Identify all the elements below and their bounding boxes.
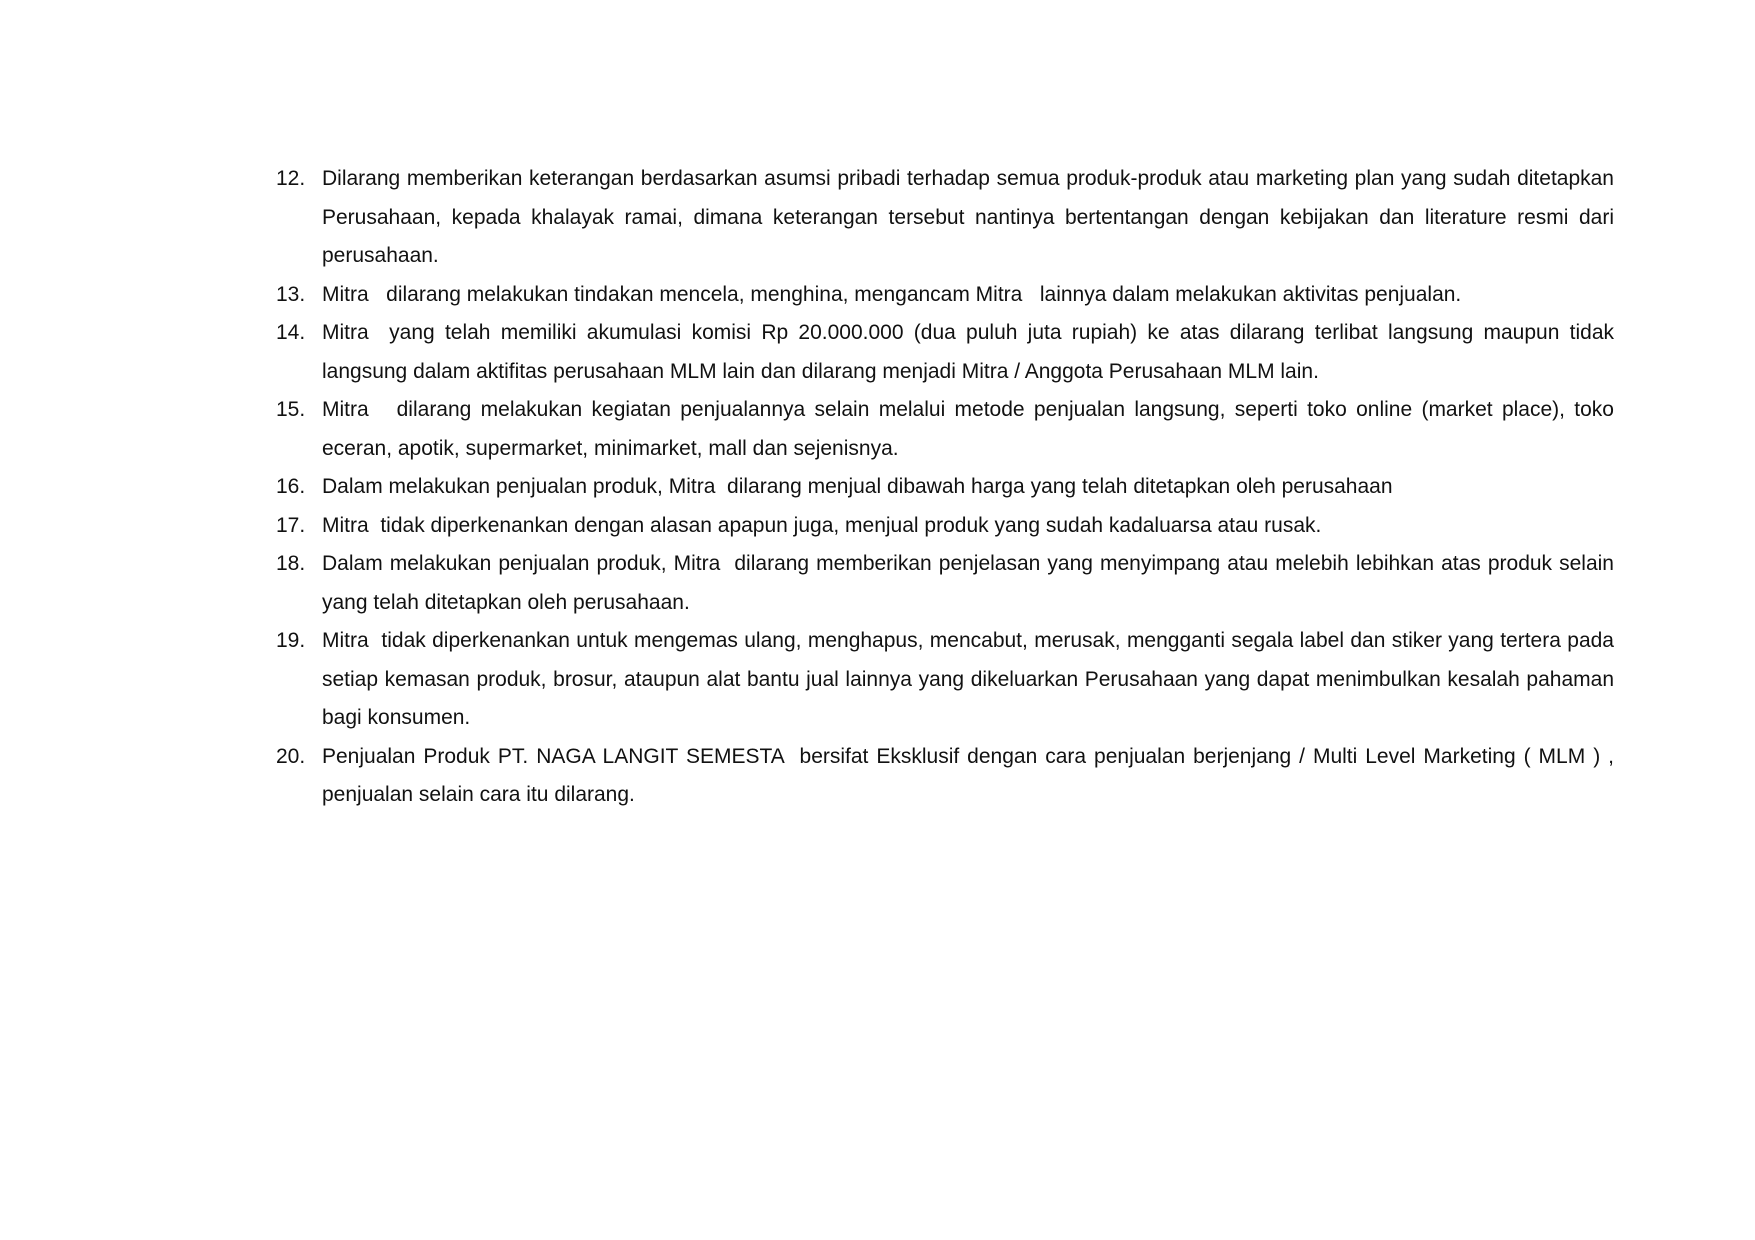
rule-item-14	[276, 314, 1620, 391]
rule-item-19	[276, 622, 1620, 738]
rule-text: Mitra dilarang melakukan tindakan mencela, menghina, mengancam Mitra lainnya dalam melakukan aktivitas penjualan.	[322, 282, 1462, 306]
rule-text: Dalam melakukan penjualan produk, Mitra dilarang memberikan penjelasan yang menyimpang atau melebih lebihkan atas produk selain yang telah ditetapkan oleh perusahaan.	[322, 552, 1620, 614]
rule-number: 16.	[276, 475, 306, 498]
rule-text: Mitra dilarang melakukan kegiatan penjualannya selain melalui metode penjualan langsung, seperti toko online (market place), toko eceran, apotik, supermarket, minimarket, mall dan sejenisnya.	[322, 398, 1620, 460]
rule-text: Dilarang memberikan keterangan berdasarkan asumsi pribadi terhadap semua produk-produk atau marketing plan yang sudah ditetapkan Perusahaan, kepada khalayak ramai, dimana keterangan tersebut nantinya bertentangan dengan kebijakan dan literature resmi dari perusahaan.	[322, 167, 1620, 267]
rule-item-13	[276, 276, 1614, 315]
rule-number: 18.	[276, 552, 306, 575]
rule-text: Penjualan Produk PT. NAGA LANGIT SEMESTA bersifat Eksklusif dengan cara penjualan berjenjang / Multi Level Marketing ( MLM ) , penjualan selain cara itu dilarang.	[322, 744, 1620, 806]
rule-text: Mitra yang telah memiliki akumulasi komisi Rp 20.000.000 (dua puluh juta rupiah) ke atas dilarang terlibat langsung maupun tidak langsung dalam aktifitas perusahaan MLM lain dan dilarang menjadi Mitra / Anggota Perusahaan MLM lain.	[322, 321, 1620, 383]
rule-number: 12.	[276, 167, 306, 190]
rule-item-17	[276, 507, 1614, 546]
rule-item-12	[276, 160, 1620, 276]
rule-number: 20.	[276, 744, 306, 768]
rule-number: 14.	[276, 321, 306, 344]
rule-text: Dalam melakukan penjualan produk, Mitra dilarang menjual dibawah harga yang telah ditetapkan oleh perusahaan	[322, 475, 1393, 498]
rules-list	[276, 160, 1620, 815]
rule-number: 17.	[276, 513, 306, 537]
rule-item-20	[276, 738, 1620, 815]
rule-text: Mitra tidak diperkenankan dengan alasan apapun juga, menjual produk yang sudah kadaluarsa atau rusak.	[322, 513, 1322, 537]
rule-item-15	[276, 391, 1620, 468]
rule-item-18	[276, 545, 1620, 622]
rule-number: 19.	[276, 629, 306, 652]
rule-text: Mitra tidak diperkenankan untuk mengemas ulang, menghapus, mencabut, merusak, mengganti segala label dan stiker yang tertera pada setiap kemasan produk, brosur, ataupun alat bantu jual lainnya yang dikeluarkan Perusahaan yang dapat menimbulkan kesalah pahaman bagi konsumen.	[322, 629, 1620, 729]
rule-item-16	[276, 468, 1614, 507]
rule-number: 15.	[276, 398, 306, 421]
rule-number: 13.	[276, 282, 306, 306]
